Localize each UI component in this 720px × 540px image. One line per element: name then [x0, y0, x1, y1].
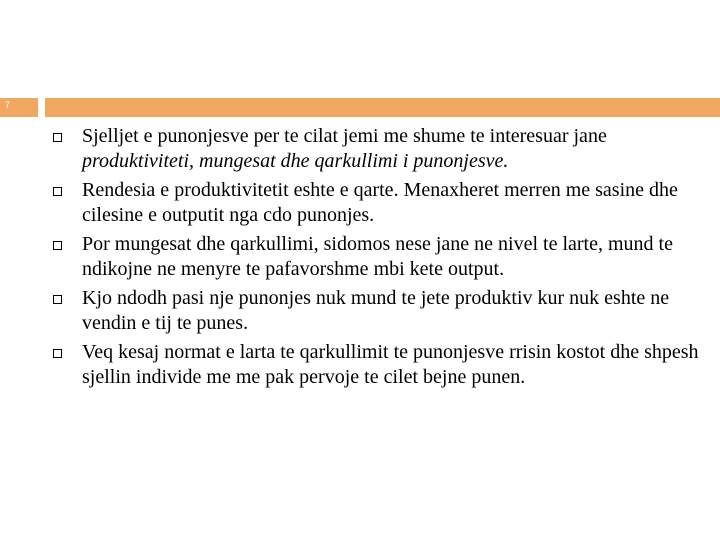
bullet-item — [52, 286, 712, 336]
bullet-text: Por mungesat dhe qarkullimi, sidomos nese jane ne nivel te larte, mund te ndikojne ne menyre te pafavorshme mbi kete output. — [82, 233, 673, 280]
square-bullet-icon — [53, 187, 62, 196]
square-bullet-icon — [53, 349, 62, 358]
square-bullet-icon — [53, 295, 62, 304]
bullet-emphasis: produktiviteti, mungesat dhe qarkullimi i punonjesve. — [82, 150, 509, 172]
bullet-item — [52, 232, 712, 282]
slide-number: 7 — [5, 100, 11, 110]
bullet-text: Rendesia e produktivitetit eshte e qarte. Menaxheret merren me sasine dhe cilesine e outputit nga cdo punonjes. — [82, 179, 678, 226]
bullet-item — [52, 340, 712, 390]
bullet-text: Sjelljet e punonjesve per te cilat jemi me shume te interesuar jane — [82, 125, 607, 147]
slide-number-box — [0, 98, 38, 117]
bullet-item — [52, 178, 712, 228]
square-bullet-icon — [53, 241, 62, 250]
bullet-list — [52, 124, 712, 394]
square-bullet-icon — [53, 133, 62, 142]
bullet-text: Veq kesaj normat e larta te qarkullimit te punonjesve rrisin kostot dhe shpesh sjellin individe me me pak pervoje te cilet bejne punen. — [82, 341, 699, 388]
bullet-text: Kjo ndodh pasi nje punonjes nuk mund te jete produktiv kur nuk eshte ne vendin e tij te punes. — [82, 287, 670, 334]
header-accent-bar — [45, 98, 720, 117]
bullet-item — [52, 124, 712, 174]
